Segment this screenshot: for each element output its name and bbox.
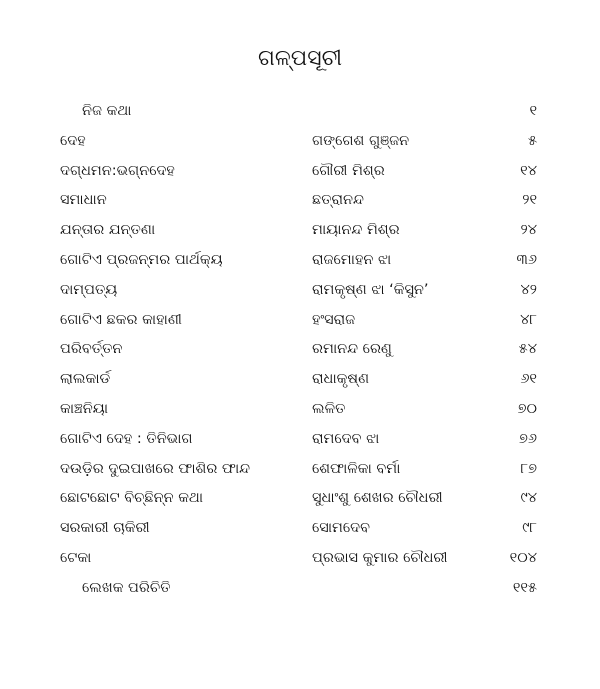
toc-entry bbox=[0, 427, 600, 451]
toc-entry bbox=[0, 188, 600, 212]
page-number: ୬୧ bbox=[520, 371, 537, 388]
author-name: ରମାନନ୍ଦ ରେଣୁ bbox=[312, 341, 392, 358]
story-title: ଯନ୍ତାର ଯନ୍ତଣା bbox=[60, 222, 156, 239]
author-name: ପ୍ରଭାସ କୁମାର ଚୌଧରୀ bbox=[312, 550, 448, 566]
toc-entry bbox=[0, 546, 600, 570]
page-number: ୭୦ bbox=[517, 401, 537, 417]
toc-entry bbox=[0, 486, 600, 510]
page-number: ୧୧୫ bbox=[512, 579, 537, 596]
toc-entry bbox=[0, 457, 600, 481]
toc-entry bbox=[0, 129, 600, 153]
toc-entry bbox=[0, 278, 600, 302]
page-number: ୧ bbox=[529, 103, 537, 119]
page-number: ୪୨ bbox=[520, 281, 537, 298]
author-name: ସୋମଦେବ bbox=[312, 520, 370, 537]
toc-entry bbox=[0, 99, 600, 123]
story-title: ଛୋଟଛୋଟ ବିଚ୍ଛିନ୍ନ କଥା bbox=[60, 490, 204, 507]
author-name: ଶେଫାଳିକା ବର୍ମା bbox=[312, 460, 401, 477]
page-number: ୨୧ bbox=[522, 192, 537, 209]
page-number: ୩୬ bbox=[516, 252, 537, 268]
page-number: ୫ bbox=[527, 132, 537, 149]
author-name: ରାଜମୋହନ ଝା bbox=[312, 252, 392, 268]
page-number: ୫୪ bbox=[518, 341, 537, 358]
toc-entry bbox=[0, 337, 600, 361]
story-title: ଗୋଟିଏ ଦେହ : ତିନିଭାଗ bbox=[60, 430, 193, 447]
story-title: ଗୋଟିଏ ଛକର କାହାଣୀ bbox=[60, 311, 182, 328]
author-name: ରାମକୃଷ୍ଣ ଝା ‘କିସୁନ’ bbox=[312, 281, 429, 298]
page-number: ୨୪ bbox=[520, 222, 537, 239]
story-title: ଦଉଡ଼ିର ଦୁଇପାଖରେ ଫାଶିର ଫାନ୍ଦ bbox=[60, 460, 251, 477]
story-title: ଦେହ bbox=[60, 132, 86, 149]
author-name: ଛତ୍ରାନନ୍ଦ bbox=[312, 192, 364, 209]
story-title: ଦଗ୍‌ଧମନ:ଭଗ୍ନଦେହ bbox=[60, 162, 175, 179]
author-name: ହଂସରାଜ bbox=[312, 311, 356, 328]
story-title: ପରିବର୍ତ୍ତନ bbox=[60, 341, 123, 358]
page-number: ୧୦୪ bbox=[509, 550, 537, 566]
story-title: ଦାମ୍ପତ୍ୟ bbox=[60, 281, 118, 298]
page-number: ୧୪ bbox=[520, 162, 537, 179]
toc-entry bbox=[0, 218, 600, 242]
story-title: ଗୋଟିଏ ପ୍ରଜନ୍ମର ପାର୍ଥକ୍ୟ bbox=[60, 252, 223, 268]
author-name: ସୁଧାଂଶୁ ଶେଖର ଚୌଧରୀ bbox=[312, 490, 443, 507]
author-name: ଗଙ୍ଗେଶ ଗୁଞ୍ଜନ bbox=[312, 132, 410, 149]
story-title: ଲେଖକ ପରିଚିତି bbox=[82, 579, 171, 596]
story-title: ଟେକା bbox=[60, 550, 92, 566]
author-name: ମାୟାନନ୍ଦ ମିଶ୍ର bbox=[312, 222, 400, 239]
toc-entry bbox=[0, 397, 600, 421]
story-title: ନିଜ କଥା bbox=[82, 103, 132, 119]
page-number: ୮୭ bbox=[520, 460, 537, 477]
page-title: ଗଳ୍ପସୂଚୀ bbox=[257, 46, 343, 71]
story-title: ସମାଧାନ bbox=[60, 192, 107, 209]
toc-entry bbox=[0, 576, 600, 600]
toc-entry bbox=[0, 516, 600, 540]
page-number: ୪୮ bbox=[520, 311, 537, 328]
page-number: ୭୬ bbox=[519, 430, 537, 447]
page-number: ୯୪ bbox=[520, 490, 537, 507]
toc-entry bbox=[0, 248, 600, 272]
author-name: ରାଧାକୃଷ୍ଣ bbox=[312, 371, 370, 388]
author-name: ରାମଦେବ ଝା bbox=[312, 430, 380, 447]
author-name: ଲଳିତ bbox=[312, 401, 346, 417]
toc-entry bbox=[0, 159, 600, 183]
story-title: କାଞ୍ଚନିୟା bbox=[60, 401, 109, 417]
author-name: ଗୌରୀ ମିଶ୍ର bbox=[312, 162, 385, 179]
toc-entry bbox=[0, 367, 600, 391]
page-number: ୯୮ bbox=[522, 520, 537, 537]
toc-entry bbox=[0, 308, 600, 332]
story-title: ଲାଲକାର୍ଡ bbox=[60, 371, 111, 388]
story-title: ସରକାରୀ ଚାକିରୀ bbox=[60, 520, 150, 537]
